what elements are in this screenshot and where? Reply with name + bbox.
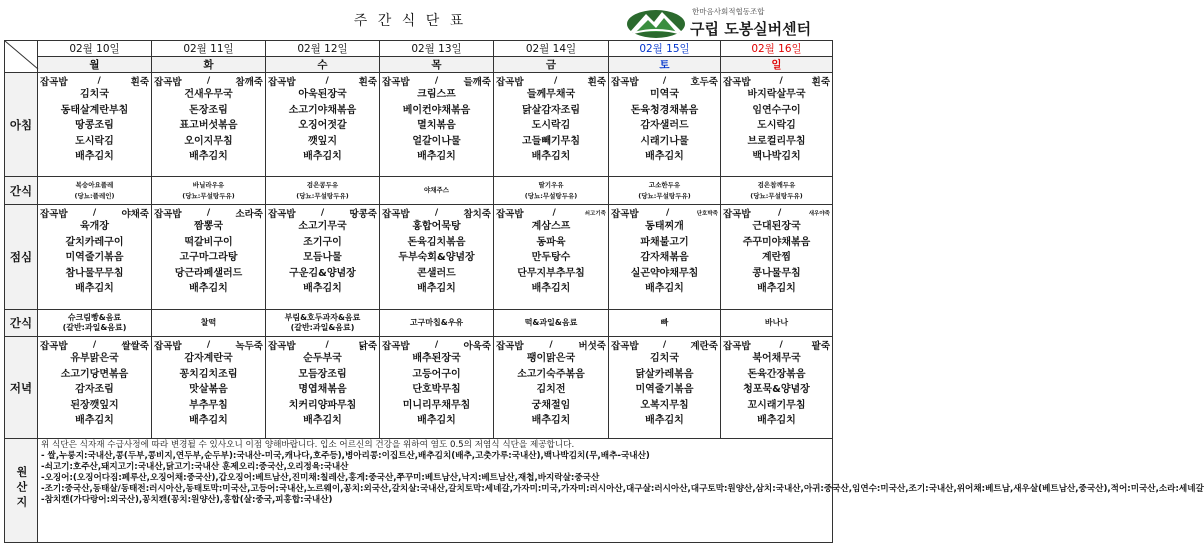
menu-item: 돈육간장볶음 bbox=[747, 368, 806, 380]
menu-item: 크림스프 bbox=[417, 89, 456, 100]
porridge-item: 단호박죽 bbox=[696, 210, 718, 217]
separator-slash: / bbox=[662, 75, 667, 86]
notes-line-5: -조기:중국산,동태살/동태전:러시아산,동태토막:미국산,고등어:국내산,노르웨이,꽁치:외국산,갈치살:국내산,갈치토막:세네갈,가자미:미국,가자미:러시아산,대구살:러시아산,대구토막:원양산,삼치:국내산,아귀:중국산,임연수:미국산,조기:국내산,위어채:베트남,새우살(베트남산,중국산),적어:미국산,소라:세네갈 bbox=[41, 484, 1204, 494]
menu-item: 배추김치 bbox=[417, 415, 456, 426]
menu-item: 들께무채국 bbox=[526, 89, 576, 100]
snack-line: (당뇨:무설탕두유) bbox=[296, 191, 349, 200]
snack-line: 검은참깨두유 bbox=[757, 180, 796, 189]
menu-item: 배추김치 bbox=[189, 283, 228, 294]
snack-line: (당뇨:플레인) bbox=[74, 191, 115, 200]
separator-slash: / bbox=[434, 339, 439, 350]
snack-line: (갈반:과일&음료) bbox=[62, 323, 127, 332]
menu-item: 배추김치 bbox=[531, 283, 571, 294]
menu-item: 감자계란국 bbox=[184, 353, 233, 364]
menu-item: 미니리무채무침 bbox=[402, 399, 471, 411]
menu-item: 아욱된장국 bbox=[298, 89, 347, 100]
menu-item: 얼갈이나물 bbox=[412, 135, 461, 147]
menu-item: 김치전 bbox=[536, 384, 566, 395]
menu-item: 고구마그라탕 bbox=[179, 252, 238, 263]
menu-item: 모듬장조림 bbox=[298, 368, 347, 380]
menu-item: 감자채볶음 bbox=[640, 252, 689, 263]
menu-item: 갈치카레구이 bbox=[65, 236, 124, 248]
afternoon-snack-cell-mon bbox=[38, 310, 152, 337]
dinner-cell-tue bbox=[152, 337, 266, 439]
separator-slash: / bbox=[206, 207, 211, 218]
rice-item: 잡곡밥 bbox=[40, 208, 68, 220]
rice-item: 잡곡밥 bbox=[268, 76, 296, 88]
org-small-name: 한마음사회적협동조합 bbox=[692, 7, 765, 16]
morning-snack-cell-thu bbox=[380, 177, 494, 205]
org-center-name: 구립 도봉실버센터 bbox=[690, 20, 812, 38]
menu-item: 바지락살무국 bbox=[747, 89, 806, 100]
menu-item: 소고기당면볶음 bbox=[60, 368, 129, 380]
day-tue: 화 bbox=[152, 57, 266, 73]
menu-item: 오이지무침 bbox=[184, 135, 233, 147]
separator-slash: / bbox=[779, 339, 783, 350]
menu-item: 맛살볶음 bbox=[189, 384, 228, 395]
menu-item: 배추김치 bbox=[75, 283, 114, 294]
morning-snack-cell-mon bbox=[38, 177, 152, 205]
porridge-item: 호두죽 bbox=[690, 76, 718, 88]
breakfast-cell-mon bbox=[38, 73, 152, 177]
rice-item: 잡곡밥 bbox=[154, 76, 182, 88]
porridge-item: 들깨죽 bbox=[463, 76, 491, 88]
menu-item: 소고기야채볶음 bbox=[288, 104, 357, 116]
rice-item: 잡곡밥 bbox=[496, 340, 524, 352]
menu-item: 미역줄기볶음 bbox=[635, 384, 694, 395]
notes-line-2: - 쌀,누룽지:국내산,콩(두부,콩비지,연두부,순두부):국내산-미국,캐나다,호주등),병아리콩:이집트산,배추김치(배추,고춧가루:국내산),백나박김치(무,배추-국내산) bbox=[41, 451, 650, 461]
snack-line: 바닐라우유 bbox=[192, 180, 225, 189]
morning-snack-cell-tue bbox=[152, 177, 266, 205]
menu-item: 콘샐러드 bbox=[417, 267, 456, 279]
snack-line: 고구마칩&우유 bbox=[409, 318, 464, 327]
menu-item: 김치국 bbox=[80, 89, 109, 100]
menu-item: 감자샐러드 bbox=[640, 120, 689, 131]
rice-item: 잡곡밥 bbox=[154, 208, 182, 220]
menu-item: 궁채절임 bbox=[531, 399, 571, 411]
menu-item: 배추김치 bbox=[645, 151, 684, 162]
header-corner bbox=[5, 41, 38, 73]
rice-item: 잡곡밥 bbox=[611, 340, 639, 352]
menu-item: 배추김치 bbox=[303, 151, 342, 162]
menu-item: 동파육 bbox=[536, 236, 566, 248]
menu-item: 근대된장국 bbox=[752, 221, 801, 232]
menu-item: 닭살카레볶음 bbox=[635, 368, 694, 380]
menu-item: 만두탕수 bbox=[531, 252, 571, 263]
menu-item: 배추김치 bbox=[645, 415, 684, 426]
separator-slash: / bbox=[206, 339, 211, 350]
menu-item: 돈장조림 bbox=[189, 104, 228, 116]
menu-item: 배추김치 bbox=[303, 283, 342, 294]
dinner-row bbox=[5, 337, 833, 439]
rice-item: 잡곡밥 bbox=[268, 208, 296, 220]
menu-item: 오징어젓갈 bbox=[298, 120, 347, 131]
lunch-cell-fri bbox=[494, 205, 609, 310]
rice-item: 잡곡밥 bbox=[723, 76, 751, 88]
snack-line: 딸기우유 bbox=[538, 180, 564, 189]
breakfast-label: 아침 bbox=[5, 73, 38, 177]
snack-line: 빠 bbox=[660, 318, 669, 327]
date-sun: 02월 16일 bbox=[721, 41, 833, 57]
date-sat: 02월 15일 bbox=[609, 41, 721, 57]
lunch-cell-thu bbox=[380, 205, 494, 310]
afternoon-snack-cell-sat bbox=[609, 310, 721, 337]
snack-line: 복숭아요플레 bbox=[75, 180, 114, 189]
menu-item: 돈육청경채볶음 bbox=[630, 104, 699, 116]
snack-line: (당뇨:무설탕두유) bbox=[182, 191, 235, 200]
menu-item: 미역줄기볶음 bbox=[65, 252, 124, 263]
menu-item: 소고기숙주볶음 bbox=[517, 368, 585, 380]
menu-item: 멸치볶음 bbox=[417, 120, 456, 131]
menu-item: 배추김치 bbox=[645, 283, 684, 294]
separator-slash: / bbox=[325, 75, 329, 86]
menu-item: 배추김치 bbox=[189, 415, 228, 426]
lunch-label: 점심 bbox=[5, 205, 38, 310]
menu-item: 도시락김 bbox=[757, 120, 796, 131]
snack-line: 야채주스 bbox=[423, 186, 450, 194]
menu-item: 부추무침 bbox=[189, 399, 228, 411]
rice-item: 잡곡밥 bbox=[268, 340, 296, 352]
date-mon: 02월 10일 bbox=[38, 41, 152, 57]
snack-line: 슈크림빵&음료 bbox=[67, 313, 122, 322]
separator-slash: / bbox=[325, 339, 329, 350]
menu-item: 배추김치 bbox=[417, 283, 456, 294]
rice-item: 잡곡밥 bbox=[611, 208, 639, 220]
menu-item: 백나박김치 bbox=[752, 151, 801, 162]
porridge-item: 흰죽 bbox=[130, 76, 149, 88]
menu-item: 깻잎지 bbox=[308, 135, 337, 147]
porridge-item: 쌀쌀죽 bbox=[121, 340, 149, 352]
dinner-cell-thu bbox=[380, 337, 494, 439]
day-fri: 금 bbox=[494, 57, 609, 73]
snack-line: (당뇨:무설탕두유) bbox=[750, 191, 803, 200]
dinner-label: 저녁 bbox=[5, 337, 38, 439]
menu-item: 짬뽕국 bbox=[194, 221, 223, 232]
separator-slash: / bbox=[665, 207, 670, 218]
menu-item: 파채불고기 bbox=[640, 236, 689, 248]
menu-item: 홍합어묵탕 bbox=[412, 221, 461, 232]
rice-item: 잡곡밥 bbox=[40, 340, 68, 352]
menu-item: 주꾸미야채볶음 bbox=[742, 236, 811, 248]
snack-line: 떡&과일&음료 bbox=[524, 318, 578, 327]
separator-slash: / bbox=[549, 339, 553, 350]
menu-item: 콩나물무침 bbox=[752, 267, 801, 279]
day-sat: 토 bbox=[609, 57, 721, 73]
menu-item: 청포묵&양념장 bbox=[743, 384, 810, 395]
menu-item: 브로컬리무침 bbox=[747, 135, 806, 147]
day-mon: 월 bbox=[38, 57, 152, 73]
afternoon-snack-cell-tue bbox=[152, 310, 266, 337]
separator-slash: / bbox=[662, 339, 667, 350]
breakfast-cell-thu bbox=[380, 73, 494, 177]
morning-snack-row bbox=[5, 177, 833, 205]
menu-item: 꼬시래기무침 bbox=[747, 399, 806, 411]
separator-slash: / bbox=[777, 207, 782, 218]
separator-slash: / bbox=[92, 339, 97, 350]
notes-row bbox=[5, 439, 833, 543]
menu-item: 배추김치 bbox=[75, 415, 114, 426]
menu-item: 김치국 bbox=[650, 353, 679, 364]
menu-item: 계란찜 bbox=[762, 252, 791, 263]
menu-item: 치커리양파무침 bbox=[288, 399, 357, 411]
menu-item: 모듬나물 bbox=[303, 252, 342, 263]
separator-slash: / bbox=[92, 207, 97, 218]
dinner-cell-mon bbox=[38, 337, 152, 439]
menu-item: 동태찌개 bbox=[645, 221, 684, 232]
menu-item: 꽁치김치조림 bbox=[179, 368, 238, 380]
breakfast-cell-sat bbox=[609, 73, 721, 177]
menu-item: 배추김치 bbox=[303, 415, 342, 426]
porridge-item: 아욱죽 bbox=[463, 340, 491, 352]
snack-line: 검은콩두유 bbox=[306, 180, 339, 189]
rice-item: 잡곡밥 bbox=[382, 208, 410, 220]
morning-snack-label: 간식 bbox=[5, 177, 38, 205]
menu-item: 계삼스프 bbox=[531, 221, 571, 232]
afternoon-snack-row bbox=[5, 310, 833, 337]
notes-line-1: 위 식단은 식자재 수급사정에 따라 변경될 수 있사오니 이점 양해바랍니다. 입소 어르신의 건강을 위하여 염도 0.5의 저염식 식단을 제공합니다. bbox=[41, 440, 575, 450]
rice-item: 잡곡밥 bbox=[40, 76, 68, 88]
breakfast-cell-wed bbox=[266, 73, 380, 177]
date-header-row bbox=[5, 41, 833, 57]
menu-item: 도시락김 bbox=[75, 135, 114, 147]
notes-line-3: -쇠고기:호주산,돼지고기:국내산,닭고기:국내산 훈제오리:중국산,오리정육:국내산 bbox=[41, 462, 349, 472]
notes-line-4: -오징어:(오징어다짐:페루산,오징어채:중국산),갑오징어:베트남산,진미채:칠레산,홍게:중국산,쭈꾸미:베트남산,낙지:베트남산,재첩,바지락살:중국산 bbox=[41, 473, 600, 483]
snack-line: 부림&호두과자&음료 bbox=[284, 313, 361, 322]
menu-item: 조기구이 bbox=[303, 236, 342, 248]
rice-item: 잡곡밥 bbox=[382, 76, 410, 88]
date-tue: 02월 11일 bbox=[152, 41, 266, 57]
menu-item: 유부맑은국 bbox=[70, 353, 119, 364]
porridge-item: 새우야죽 bbox=[808, 210, 830, 217]
porridge-item: 팥죽 bbox=[811, 340, 830, 352]
menu-item: 단호박무침 bbox=[412, 384, 461, 395]
page-title: 주 간 식 단 표 bbox=[353, 13, 467, 29]
morning-snack-cell-wed bbox=[266, 177, 380, 205]
origin-label bbox=[5, 439, 38, 543]
porridge-item: 흰죽 bbox=[811, 76, 830, 88]
menu-item: 고등어구이 bbox=[412, 368, 461, 380]
menu-item: 구운김&양념장 bbox=[289, 267, 356, 279]
separator-slash: / bbox=[434, 75, 439, 86]
org-logo bbox=[626, 4, 831, 40]
menu-item: 배추김치 bbox=[531, 151, 571, 162]
menu-item: 단무지부추무침 bbox=[517, 267, 585, 279]
porridge-item: 닭죽 bbox=[358, 340, 377, 352]
rice-item: 잡곡밥 bbox=[496, 76, 524, 88]
afternoon-snack-cell-wed bbox=[266, 310, 380, 337]
menu-item: 명엽채볶음 bbox=[298, 384, 347, 395]
menu-item: 배추된장국 bbox=[412, 353, 461, 364]
date-thu: 02월 13일 bbox=[380, 41, 494, 57]
lunch-cell-sat bbox=[609, 205, 721, 310]
separator-slash: / bbox=[206, 75, 211, 86]
dinner-cell-sun bbox=[721, 337, 833, 439]
breakfast-cell-fri bbox=[494, 73, 609, 177]
afternoon-snack-label: 간식 bbox=[5, 310, 38, 337]
rice-item: 잡곡밥 bbox=[382, 340, 410, 352]
morning-snack-cell-sun bbox=[721, 177, 833, 205]
menu-item: 감자조림 bbox=[75, 384, 114, 395]
date-wed: 02월 12일 bbox=[266, 41, 380, 57]
porridge-item: 흰죽 bbox=[358, 76, 377, 88]
afternoon-snack-cell-fri bbox=[494, 310, 609, 337]
rice-item: 잡곡밥 bbox=[723, 340, 751, 352]
breakfast-cell-tue bbox=[152, 73, 266, 177]
separator-slash: / bbox=[779, 75, 783, 86]
porridge-item: 참깨죽 bbox=[235, 76, 263, 88]
porridge-item: 소라죽 bbox=[235, 208, 263, 220]
menu-item: 배추김치 bbox=[757, 283, 796, 294]
menu-item: 배추김치 bbox=[75, 151, 114, 162]
menu-item: 된장깻잎지 bbox=[70, 399, 119, 411]
day-thu: 목 bbox=[380, 57, 494, 73]
separator-slash: / bbox=[434, 207, 439, 218]
breakfast-cell-sun bbox=[721, 73, 833, 177]
menu-item: 실곤약야채무침 bbox=[630, 267, 699, 279]
origin-label-text: 원산지 bbox=[15, 466, 28, 511]
porridge-item: 참치죽 bbox=[463, 208, 491, 220]
mountain-logo-icon bbox=[626, 6, 686, 38]
menu-item: 북어채무국 bbox=[752, 353, 801, 364]
menu-item: 베이컨야채볶음 bbox=[402, 104, 471, 116]
porridge-item: 땅콩죽 bbox=[349, 208, 377, 220]
morning-snack-cell-fri bbox=[494, 177, 609, 205]
snack-line: (갈반:과일&음료) bbox=[290, 323, 355, 332]
porridge-item: 계란죽 bbox=[690, 340, 718, 352]
date-fri: 02월 14일 bbox=[494, 41, 609, 57]
separator-slash: / bbox=[552, 207, 556, 218]
rice-item: 잡곡밥 bbox=[496, 208, 524, 220]
snack-line: 찰떡 bbox=[200, 318, 217, 327]
lunch-cell-tue bbox=[152, 205, 266, 310]
menu-item: 배추김치 bbox=[531, 415, 571, 426]
menu-item: 임연수구이 bbox=[752, 104, 801, 116]
dinner-cell-fri bbox=[494, 337, 609, 439]
diagonal-line bbox=[5, 41, 38, 69]
lunch-cell-wed bbox=[266, 205, 380, 310]
menu-item: 동태살계란부침 bbox=[60, 104, 129, 116]
menu-item: 고들빼기무침 bbox=[522, 135, 580, 147]
origin-notes bbox=[38, 439, 1204, 543]
menu-item: 팽이맑은국 bbox=[526, 353, 576, 364]
dinner-cell-wed bbox=[266, 337, 380, 439]
afternoon-snack-cell-sun bbox=[721, 310, 833, 337]
menu-item: 돈육김치볶음 bbox=[407, 236, 466, 248]
snack-line: 고소한두유 bbox=[648, 180, 681, 189]
menu-item: 표고버섯볶음 bbox=[179, 120, 238, 131]
snack-line: (당뇨:무설탕두유) bbox=[638, 191, 691, 200]
menu-item: 당근라페샐러드 bbox=[174, 267, 243, 279]
day-sun: 일 bbox=[721, 57, 833, 73]
porridge-item: 쇠고기죽 bbox=[584, 210, 606, 217]
breakfast-row bbox=[5, 73, 833, 177]
menu-item: 육개장 bbox=[80, 221, 109, 232]
separator-slash: / bbox=[97, 75, 101, 86]
menu-item: 땅콩조림 bbox=[75, 120, 114, 131]
porridge-item: 야채죽 bbox=[121, 208, 149, 220]
day-wed: 수 bbox=[266, 57, 380, 73]
notes-line-6: -참치캔(가다랑어:외국산),꽁치캔(꽁치:원양산),홍합(살:중국,피홍합:국내산) bbox=[41, 495, 333, 505]
porridge-item: 녹두죽 bbox=[235, 340, 263, 352]
rice-item: 잡곡밥 bbox=[723, 208, 751, 220]
lunch-cell-mon bbox=[38, 205, 152, 310]
morning-snack-cell-sat bbox=[609, 177, 721, 205]
menu-item: 미역국 bbox=[650, 89, 679, 100]
snack-line: 바나나 bbox=[764, 318, 789, 327]
menu-item: 배추김치 bbox=[417, 151, 456, 162]
menu-item: 순두부국 bbox=[303, 353, 342, 364]
menu-item: 두부숙회&양념장 bbox=[398, 252, 475, 263]
menu-item: 도시락김 bbox=[531, 120, 571, 131]
menu-item: 소고기무국 bbox=[298, 221, 347, 232]
lunch-row bbox=[5, 205, 833, 310]
menu-item: 떡갈비구이 bbox=[184, 236, 233, 248]
afternoon-snack-cell-thu bbox=[380, 310, 494, 337]
rice-item: 잡곡밥 bbox=[611, 76, 639, 88]
menu-item: 건새우무국 bbox=[184, 89, 233, 100]
lunch-cell-sun bbox=[721, 205, 833, 310]
day-header-row bbox=[5, 57, 833, 73]
porridge-item: 버섯죽 bbox=[578, 340, 606, 352]
snack-line: (당뇨:무설탕두유) bbox=[524, 191, 578, 200]
rice-item: 잡곡밥 bbox=[154, 340, 182, 352]
separator-slash: / bbox=[553, 75, 558, 86]
menu-item: 시래기나물 bbox=[640, 135, 689, 147]
dinner-cell-sat bbox=[609, 337, 721, 439]
menu-item: 배추김치 bbox=[189, 151, 228, 162]
menu-item: 오복지무침 bbox=[640, 399, 689, 411]
menu-item: 배추김치 bbox=[757, 415, 796, 426]
porridge-item: 흰죽 bbox=[587, 76, 606, 88]
weekly-menu-table bbox=[4, 40, 1204, 543]
separator-slash: / bbox=[320, 207, 325, 218]
menu-item: 닭살감자조림 bbox=[522, 104, 580, 116]
menu-item: 참나물무무침 bbox=[65, 267, 124, 279]
